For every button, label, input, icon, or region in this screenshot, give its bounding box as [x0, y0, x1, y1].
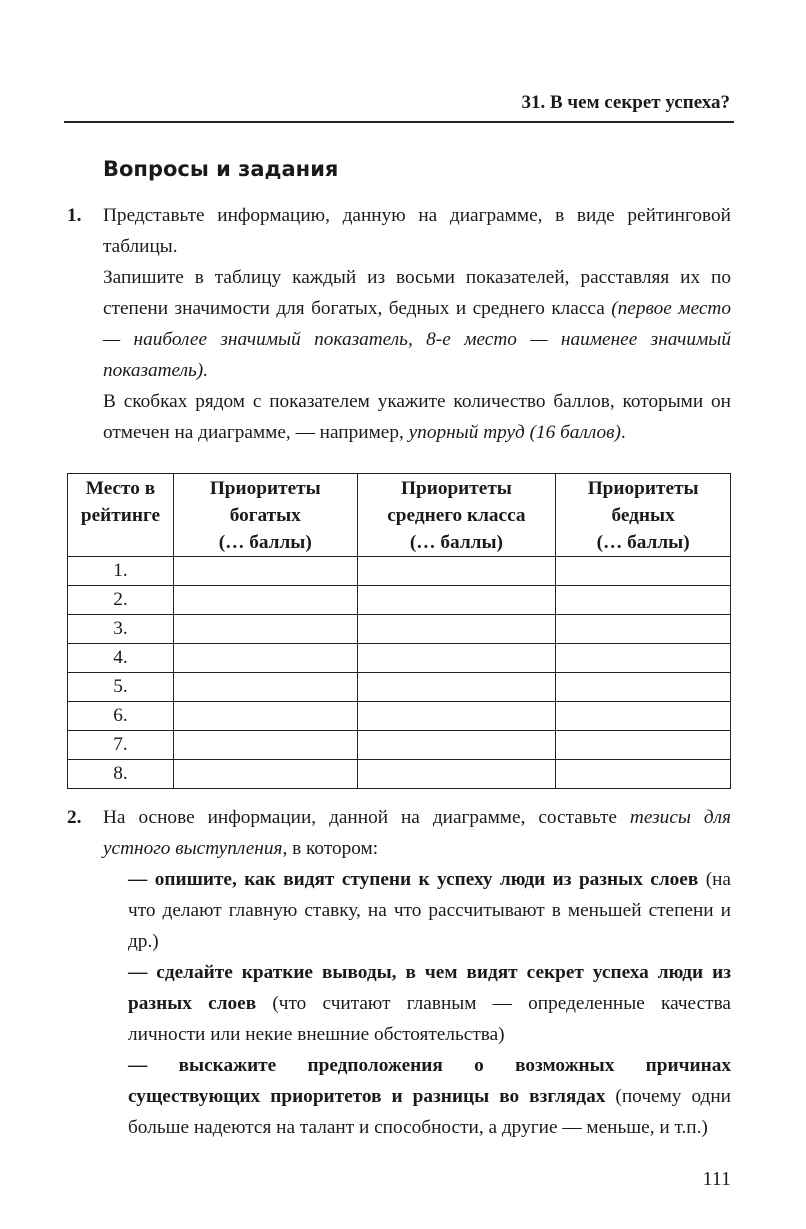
poor-priority-cell[interactable]: [556, 615, 731, 644]
poor-priority-cell[interactable]: [556, 702, 731, 731]
rich-priority-cell[interactable]: [173, 702, 357, 731]
middle-priority-cell[interactable]: [357, 557, 556, 586]
paragraph-end: .: [620, 422, 626, 443]
rich-priority-cell[interactable]: [173, 586, 357, 615]
italic-example: упорный труд (16 баллов): [408, 422, 621, 443]
item-note: (что считают главным — определенные качества личности или некие внешние обстоятельства): [128, 993, 731, 1045]
item-note: (почему одни больше надеются на талант и способности, а другие — меньше, и т.п.): [128, 1086, 731, 1138]
rich-priority-cell[interactable]: [173, 760, 357, 789]
rank-cell: 1.: [68, 557, 174, 586]
table-row: [68, 644, 731, 673]
middle-priority-cell[interactable]: [357, 673, 556, 702]
task-number: 1.: [67, 205, 82, 226]
italic-term: тезисы для устного выступления: [103, 807, 732, 859]
poor-priority-cell[interactable]: [556, 731, 731, 760]
poor-priority-cell[interactable]: [556, 644, 731, 673]
header-rich: Приоритеты богатых (… баллы): [173, 474, 357, 557]
italic-note: (первое место — наиболее значимый показатель, 8-е место — наименее значимый показатель).: [103, 298, 731, 381]
rank-cell: 7.: [68, 731, 174, 760]
middle-priority-cell[interactable]: [357, 615, 556, 644]
poor-priority-cell[interactable]: [556, 557, 731, 586]
rich-priority-cell[interactable]: [173, 557, 357, 586]
item-bold: — выскажите предположения о возможных причинах существующих приоритетов и разницы во взглядах: [128, 1055, 731, 1107]
rating-table: [67, 473, 731, 789]
table-row: [68, 673, 731, 702]
intro-text: На основе информации, данной на диаграмме, составьте: [103, 807, 630, 828]
header-poor: Приоритеты бедных (… баллы): [556, 474, 731, 557]
header-rule: [64, 121, 734, 123]
section-title: Вопросы и задания: [103, 157, 339, 181]
header-middle: Приоритеты среднего класса (… баллы): [357, 474, 556, 557]
task-number: 2.: [67, 807, 82, 828]
rank-cell: 4.: [68, 644, 174, 673]
rank-cell: 6.: [68, 702, 174, 731]
poor-priority-cell[interactable]: [556, 586, 731, 615]
middle-priority-cell[interactable]: [357, 731, 556, 760]
task-1-paragraph-1: Представьте информацию, данную на диаграмме, в виде рейтинговой таблицы.: [103, 205, 731, 257]
rich-priority-cell[interactable]: [173, 673, 357, 702]
header-place: Место в рейтинге: [68, 474, 174, 557]
middle-priority-cell[interactable]: [357, 644, 556, 673]
rich-priority-cell[interactable]: [173, 615, 357, 644]
poor-priority-cell[interactable]: [556, 760, 731, 789]
table-row: [68, 557, 731, 586]
task-2-item: [128, 864, 731, 957]
rank-cell: 5.: [68, 673, 174, 702]
rank-cell: 3.: [68, 615, 174, 644]
rich-priority-cell[interactable]: [173, 731, 357, 760]
middle-priority-cell[interactable]: [357, 702, 556, 731]
intro-end: , в котором:: [282, 838, 379, 859]
table-row: [68, 702, 731, 731]
page-number: 111: [702, 1168, 731, 1190]
table-row: [68, 731, 731, 760]
item-bold: — опишите, как видят ступени к успеху люди из разных слоев: [128, 869, 699, 890]
task-1-paragraph-2: [103, 262, 731, 386]
running-head: 31. В чем секрет успеха?: [521, 92, 730, 113]
task-2: [67, 802, 731, 1143]
middle-priority-cell[interactable]: [357, 760, 556, 789]
task-1: [67, 200, 731, 448]
table-row: [68, 760, 731, 789]
task-2-intro: [103, 802, 731, 864]
table-header-row: [68, 474, 731, 557]
item-bold: — сделайте краткие выводы, в чем видят секрет успеха люди из разных слоев: [128, 962, 731, 1014]
paragraph-text: Запишите в таблицу каждый из восьми показателей, расставляя их по степени значимости для богатых, бедных и среднего класса: [103, 267, 731, 319]
rank-cell: 2.: [68, 586, 174, 615]
rank-cell: 8.: [68, 760, 174, 789]
task-1-paragraph-3: [103, 386, 731, 448]
paragraph-text: В скобках рядом с показателем укажите количество баллов, которыми он отмечен на диаграмме, — например,: [103, 391, 731, 443]
table-row: [68, 615, 731, 644]
task-2-item: [128, 957, 731, 1050]
task-2-item: [128, 1050, 731, 1143]
rich-priority-cell[interactable]: [173, 644, 357, 673]
item-note: (на что делают главную ставку, на что рассчитывают в меньшей степени и др.): [128, 869, 731, 952]
middle-priority-cell[interactable]: [357, 586, 556, 615]
table-row: [68, 586, 731, 615]
poor-priority-cell[interactable]: [556, 673, 731, 702]
